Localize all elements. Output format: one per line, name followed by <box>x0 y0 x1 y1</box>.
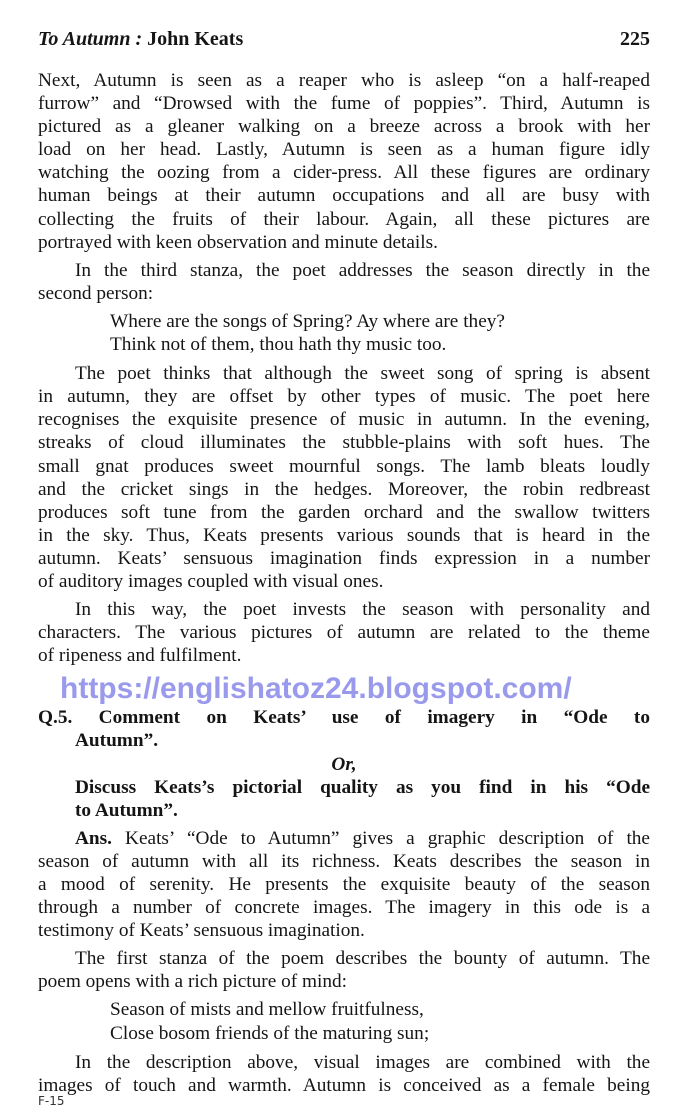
header-author: John Keats <box>147 28 244 50</box>
text-line: portrayed with keen observation and minute details. <box>38 231 438 253</box>
question-number: Q.5. <box>38 707 73 729</box>
text-line: characters. The various pictures of autumn are related to the theme <box>38 622 650 644</box>
text-line: human beings at their autumn occupations and all are busy with <box>38 185 650 207</box>
text-line: of auditory images coupled with visual ones. <box>38 570 384 592</box>
question-line: Discuss Keats’s pictorial quality as you find in his “Ode <box>75 776 650 798</box>
verse-line: Close bosom friends of the maturing sun; <box>110 1022 430 1044</box>
verse-line: Think not of them, thou hath thy music too. <box>110 334 447 356</box>
text-line: second person: <box>38 282 154 304</box>
text-line: The poet thinks that although the sweet song of spring is absent <box>75 363 650 385</box>
text-line: testimony of Keats’ sensuous imagination. <box>38 920 365 942</box>
text-line: furrow” and “Drowsed with the fume of poppies”. Third, Autumn is <box>38 93 650 115</box>
question-line <box>38 706 650 729</box>
paragraph <box>38 362 650 593</box>
paragraph <box>38 69 650 254</box>
text-line: streaks of cloud illuminates the stubble-plains with soft hues. The <box>38 432 650 454</box>
verse-quote <box>38 998 650 1044</box>
answer-label: Ans. <box>75 827 112 849</box>
text-line: load on her head. Lastly, Autumn is seen as a human figure idly <box>38 139 650 161</box>
text-line: Next, Autumn is seen as a reaper who is asleep “on a half-reaped <box>38 70 650 91</box>
text-line <box>38 827 650 850</box>
text-line: watching the oozing from a cider-press. All these figures are ordinary <box>38 162 650 184</box>
page-body <box>38 69 650 1102</box>
text-line: The first stanza of the poem describes the bounty of autumn. The <box>75 948 650 970</box>
text-line: collecting the fruits of their labour. Again, all these pictures are <box>38 208 650 230</box>
or-separator: Or, <box>331 753 357 775</box>
footer-signature: F-15 <box>38 1094 65 1108</box>
text-line: produces soft tune from the garden orchard and the swallow twitters <box>38 501 650 523</box>
text-line: In this way, the poet invests the season with personality and <box>75 599 650 621</box>
question-line: Autumn”. <box>75 730 159 752</box>
header-title: To Autumn : <box>38 28 143 50</box>
running-header <box>38 28 650 51</box>
verse-line: Season of mists and mellow fruitfulness, <box>110 999 424 1021</box>
question-text: Comment on Keats’ use of imagery in “Ode to <box>98 707 650 729</box>
text-line: in autumn, they are offset by other types of music. The poet here <box>38 386 650 408</box>
text-line: pictured as a gleaner walking on a breeze across a brook with her <box>38 116 650 138</box>
text-line: a mood of serenity. He presents the exquisite beauty of the season <box>38 874 650 895</box>
text-line: and the cricket sings in the hedges. Moreover, the robin redbreast <box>38 478 650 500</box>
paragraph <box>38 1051 650 1097</box>
text-line: of ripeness and fulfilment. <box>38 645 242 667</box>
question-heading <box>38 706 650 821</box>
text-line: recognises the exquisite presence of music in autumn. In the evening, <box>38 409 650 431</box>
paragraph <box>38 947 650 993</box>
text-line: In the description above, visual images are combined with the <box>75 1051 650 1073</box>
answer-text: Keats’ “Ode to Autumn” gives a graphic description of the <box>125 827 650 849</box>
text-line: in the sky. Thus, Keats presents various sounds that is heard in the <box>38 524 650 546</box>
text-line: small gnat produces sweet mournful songs. The lamb bleats loudly <box>38 455 650 477</box>
text-line: autumn. Keats’ sensuous imagination finds expression in a number <box>38 547 650 569</box>
answer-paragraph <box>38 827 650 942</box>
paragraph <box>38 598 650 667</box>
text-line: poem opens with a rich picture of mind: <box>38 971 347 993</box>
watermark-url: https://englishatoz24.blogspot.com/ <box>60 672 572 706</box>
paragraph <box>38 259 650 305</box>
text-line: In the third stanza, the poet addresses the season directly in the <box>75 259 650 281</box>
question-line: to Autumn”. <box>75 799 178 821</box>
text-line: through a number of concrete images. The imagery in this ode is a <box>38 897 650 919</box>
page-number: 225 <box>620 28 650 50</box>
verse-quote <box>38 310 650 356</box>
verse-line: Where are the songs of Spring? Ay where are they? <box>110 310 505 332</box>
text-line: images of touch and warmth. Autumn is conceived as a female being <box>38 1074 650 1096</box>
text-line: season of autumn with all its richness. Keats describes the season in <box>38 850 650 872</box>
